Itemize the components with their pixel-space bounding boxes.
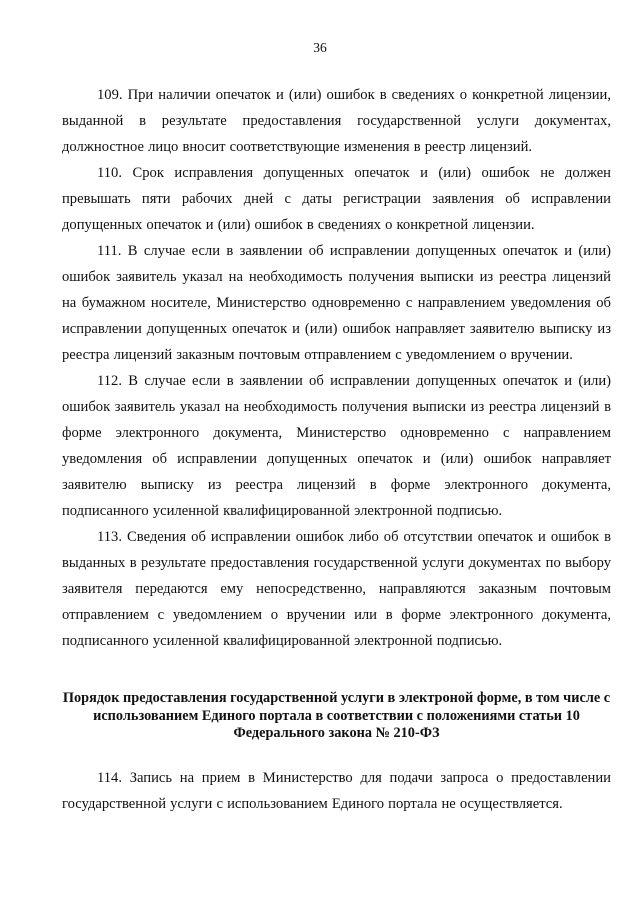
paragraph-112: 112. В случае если в заявлении об исправлении допущенных опечаток и (или) ошибок заявитель указал на необходимость получения выписки из реестра лицензий в форме электронного документа, Министерство одновременно с направлением уведомления об исправлении допущенных опечаток и (или) ошибок направляет заявителю выписку из реестра лицензий в форме электронного документа, подписанного усиленной квалифицированной электронной подписью. (62, 373, 611, 519)
page-number: 36 (313, 40, 327, 55)
paragraph-113: 113. Сведения об исправлении ошибок либо об отсутствии опечаток и ошибок в выданных в результате предоставления государственной услуги документах по выбору заявителя передаются ему непосредственно, направляются заказным почтовым отправлением с уведомлением о вручении или в форме электронного документа, подписанного усиленной квалифицированной электронной подписью. (62, 529, 611, 649)
paragraph-111: 111. В случае если в заявлении об исправлении допущенных опечаток и (или) ошибок заявитель указал на необходимость получения выписки из реестра лицензий на бумажном носителе, Министерство одновременно с направлением уведомления об исправлении допущенных опечаток и (или) ошибок направляет заявителю выписку из реестра лицензий заказным почтовым отправлением с уведомлением о вручении. (62, 243, 611, 363)
section-heading: Порядок предоставления государственной услуги в электроной форме, в том числе с использованием Единого портала в соответствии с положениями статьи 10 Федерального закона № 210-ФЗ (62, 690, 611, 741)
paragraph-109: 109. При наличии опечаток и (или) ошибок в сведениях о конкретной лицензии, выданной в результате предоставления государственной услуги документах, должностное лицо вносит соответствующие изменения в реестр лицензий. (62, 87, 611, 155)
paragraph-114: 114. Запись на прием в Министерство для подачи запроса о предоставлении государственной услуги с использованием Единого портала не осуществляется. (62, 769, 611, 812)
document-body (62, 82, 611, 817)
paragraph-110: 110. Срок исправления допущенных опечаток и (или) ошибок не должен превышать пяти рабочих дней с даты регистрации заявления об исправлении допущенных опечаток и (или) ошибок в сведениях о конкретной лицензии. (62, 165, 611, 233)
